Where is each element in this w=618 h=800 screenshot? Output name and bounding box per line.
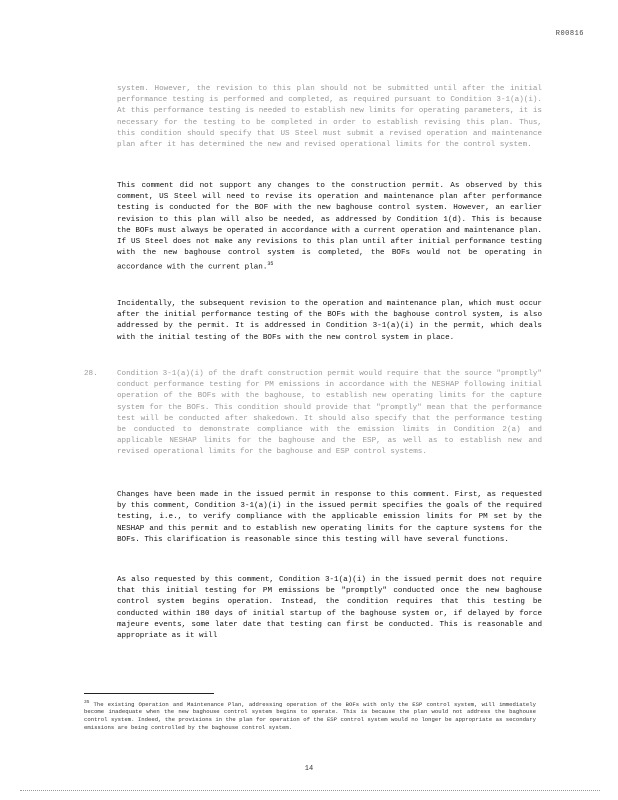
- paragraph-comment-continued: system. However, the revision to this plan should not be submitted until after the initial performance testing is performed and completed, as required pursuant to Condition 3-1(a)(i). At this performance testing is needed to establish new limits for operating parameters, it is necessary for the testing to be completed in order to establish revising this plan. Thus, this condition should specify that US Steel must submit a revised operation and maintenance plan after it has determined the new and revised operational limits for the control system.: [117, 85, 542, 150]
- footnote-ref: 35: [267, 261, 274, 268]
- paragraph-comment-28: Condition 3-1(a)(i) of the draft construction permit would require that the source "promptly" conduct performance testing for PM emissions in accordance with the NESHAP following initial operation of the BOFs with the baghouse, to establish new operating limits for the capture system for the BOFs. This condition should provide that "promptly" mean that the performance test will be conducted after shakedown. It should also specify that the performance testing be conducted to demonstrate compliance with the emission limits in Condition 2(a) and applicable NESHAP limits for the baghouse and the ESP, as well as to establish new and revised operational limits for the baghouse and ESP control systems.: [117, 370, 542, 457]
- scan-edge: [20, 790, 600, 791]
- footnote-text: The existing Operation and Maintenance Plan, addressing operation of the BOFs with only the ESP control system, will immediately become inadequate when the new baghouse control system begins to operate. This is because the plan would not address the baghouse control system. Indeed, the provisions in the plan for operation of the ESP control system would no longer be appropriate as secondary emissions are being controlled by the baghouse control system.: [84, 700, 537, 731]
- page-number: 14: [304, 765, 314, 773]
- paragraph-response-1: [117, 181, 542, 274]
- document-id: R00816: [555, 30, 584, 38]
- paragraph-response-2: Incidentally, the subsequent revision to the operation and maintenance plan, which must occur after the initial performance testing of the BOFs with the baghouse control system, is also addressed by the permit. It is addressed in Condition 3-1(a)(i) in the permit, which deals with the initial testing of the BOFs with the new control system in place.: [117, 300, 542, 342]
- paragraph-response-4: As also requested by this comment, Condition 3-1(a)(i) in the issued permit does not require that this initial testing for PM emissions be "promptly" conducted once the new baghouse control system begins operation. Instead, the condition requires that this testing be conducted within 180 days of initial startup of the baghouse system or, if delayed by force majeure events, some later date that testing can first be conducted. This is reasonable and appropriate as it will: [117, 576, 542, 641]
- footnote: [84, 699, 536, 731]
- footnote-number: 35: [84, 700, 90, 705]
- comment-number: 28.: [84, 370, 98, 378]
- paragraph-response-1-text: This comment did not support any changes to the construction permit. As observed by this comment, US Steel will need to revise its operation and maintenance plan after performance testing is conducted for the BOF with the new baghouse control system. However, an earlier revision to this plan will also be needed, as addressed by Condition 1(d). This is because the BOFs must always be operated in accordance with a current operation and maintenance plan. If US Steel does not make any revisions to this plan until after initial performance testing with the new baghouse control system is completed, the BOFs would not be operating in accordance with the current plan.: [117, 182, 542, 272]
- footnote-divider: [84, 693, 214, 694]
- paragraph-response-3: Changes have been made in the issued permit in response to this comment. First, as requested by this comment, Condition 3-1(a)(i) in the issued permit specifies the goals of the required testing, i.e., to verify compliance with the applicable emission limits for PM set by the NESHAP and this permit and to establish new operating limits for the capture systems for the BOFs. This clarification is reasonable since this testing will have several functions.: [117, 491, 542, 544]
